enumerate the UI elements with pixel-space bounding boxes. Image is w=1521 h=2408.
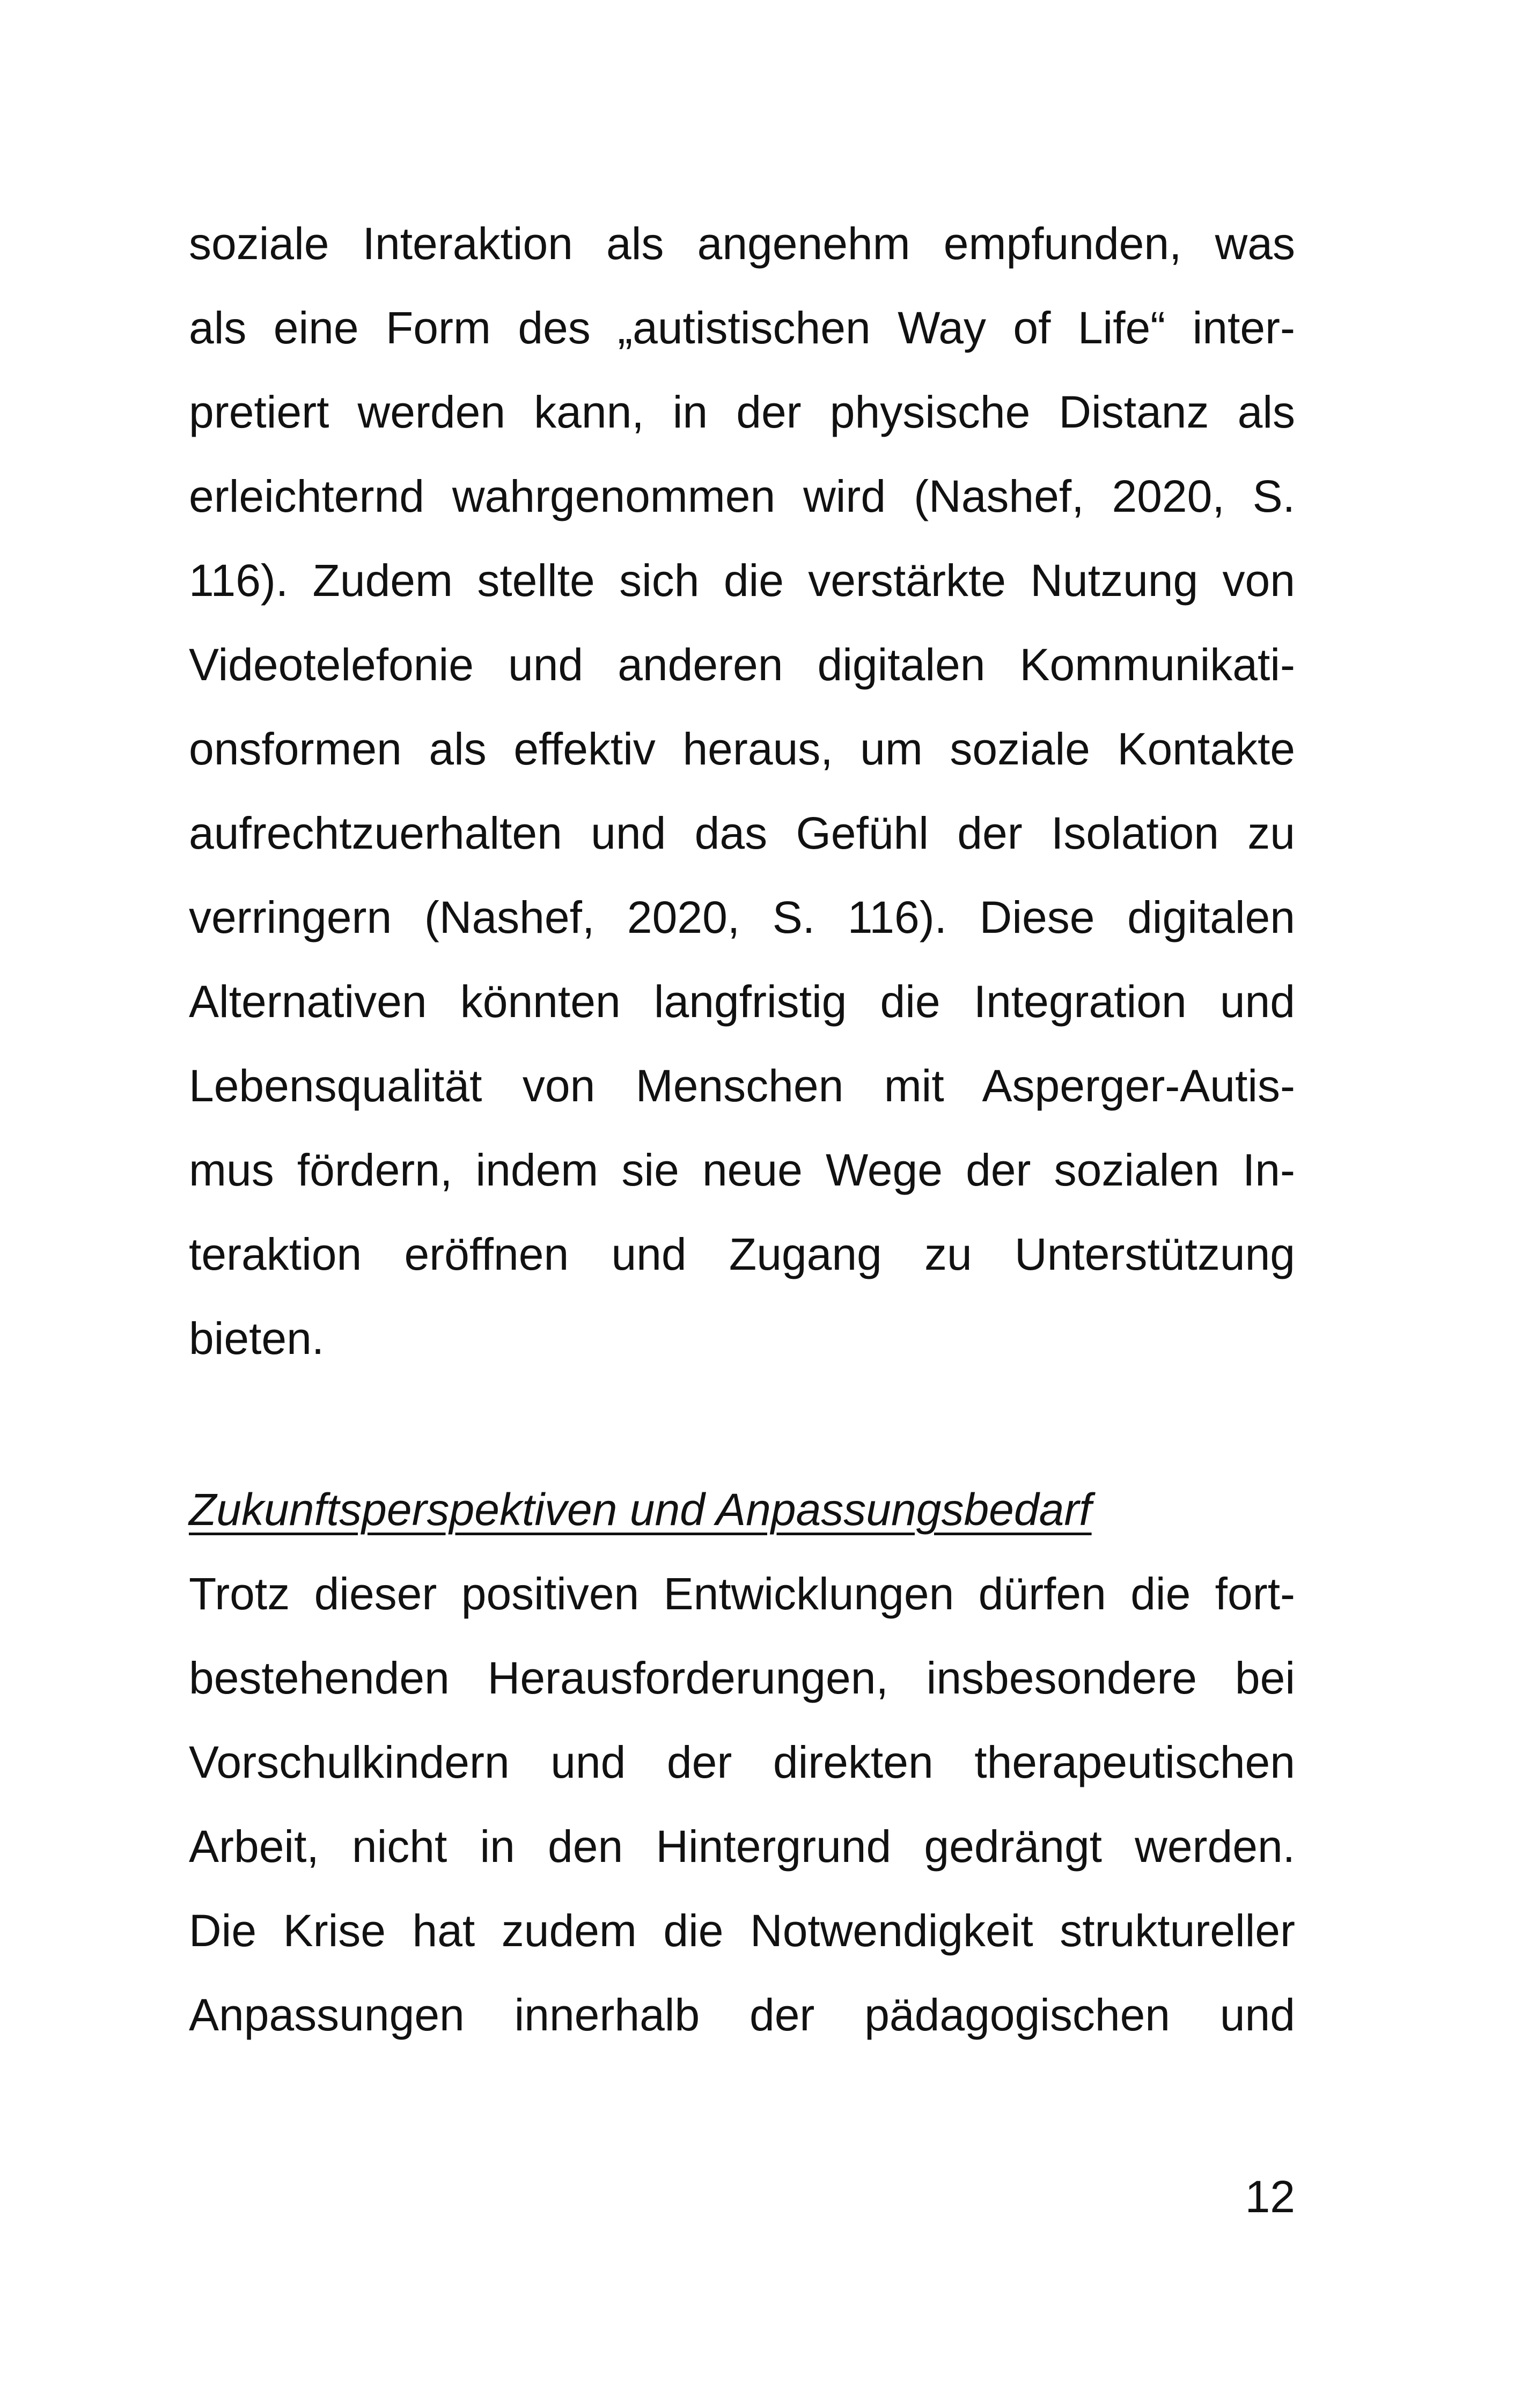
paragraph-line: onsformen als effektiv heraus, um soziale Kontakte [189, 724, 1295, 774]
paragraph-line: mus fördern, indem sie neue Wege der sozialen In- [189, 1145, 1295, 1195]
section-heading: Zukunftsperspektiven und Anpassungsbedarf [189, 1484, 1092, 1535]
paragraph-line: bieten. [189, 1313, 325, 1364]
paragraph-line: Arbeit, nicht in den Hintergrund gedrängt werden. [189, 1821, 1295, 1872]
paragraph-line: bestehenden Herausforderungen, insbesondere bei [189, 1653, 1295, 1703]
section-heading-line [189, 1468, 1295, 1552]
paragraph-line: aufrechtzuerhalten und das Gefühl der Isolation zu [189, 808, 1295, 858]
paragraph-line: als eine Form des „autistischen Way of Life“ inter- [189, 303, 1295, 353]
paragraph-line: erleichternd wahrgenommen wird (Nashef, 2020, S. [189, 471, 1295, 521]
paragraph-line: Trotz dieser positiven Entwicklungen dürfen die fort- [189, 1568, 1295, 1619]
paragraph-line: Anpassungen innerhalb der pädagogischen und [189, 1990, 1295, 2040]
paragraph-body [189, 202, 1295, 1381]
page-number: 12 [1245, 2171, 1295, 2222]
section-body [189, 1468, 1295, 2057]
paragraph-line: soziale Interaktion als angenehm empfunden, was [189, 218, 1295, 269]
paragraph-line: Die Krise hat zudem die Notwendigkeit struktureller [189, 1905, 1295, 1956]
paragraph-line: Lebensqualität von Menschen mit Asperger-Autis- [189, 1061, 1295, 1111]
paragraph-line: Videotelefonie und anderen digitalen Kommunikati- [189, 639, 1295, 690]
paragraph-line: 116). Zudem stellte sich die verstärkte Nutzung von [189, 555, 1295, 606]
paragraph-line: teraktion eröffnen und Zugang zu Unterstützung [189, 1229, 1295, 1279]
paragraph-line: verringern (Nashef, 2020, S. 116). Diese digitalen [189, 892, 1295, 942]
paragraph-line: Vorschulkindern und der direkten therapeutischen [189, 1737, 1295, 1787]
paragraph-line: pretiert werden kann, in der physische Distanz als [189, 387, 1295, 437]
paragraph-line: Alternativen könnten langfristig die Integration und [189, 976, 1295, 1027]
